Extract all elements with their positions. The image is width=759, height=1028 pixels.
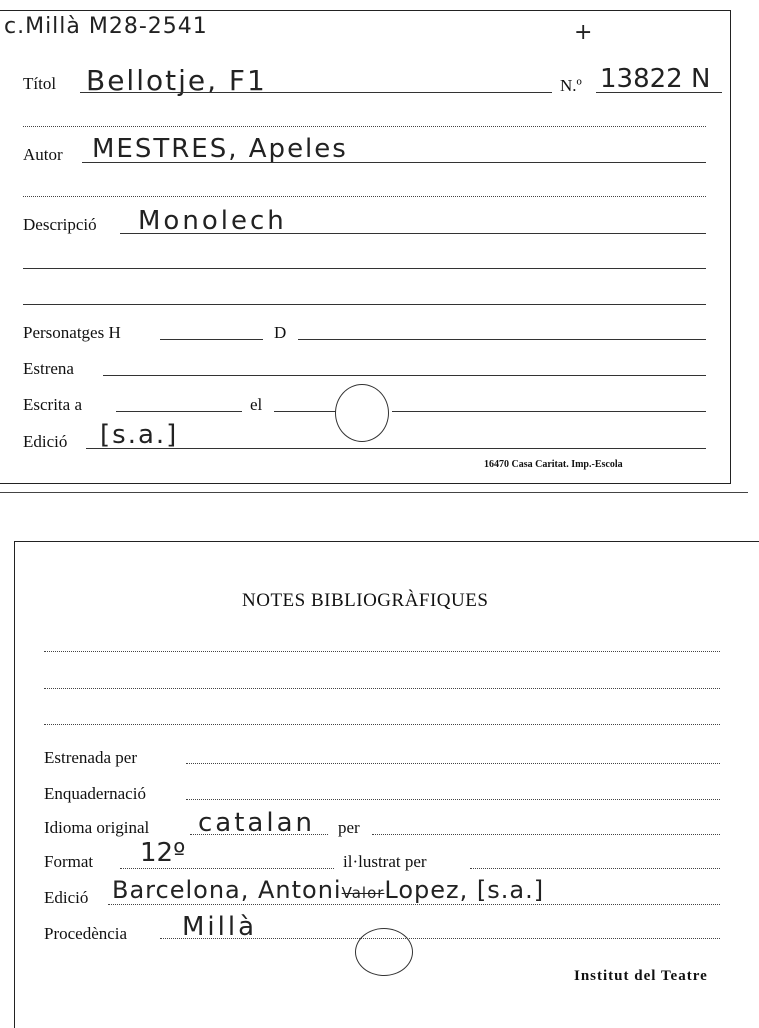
idioma-value: catalan: [198, 808, 315, 838]
el-label: el: [250, 395, 263, 414]
descripcio-value: Monolech: [138, 206, 287, 236]
autor-line: [82, 162, 706, 163]
back-edicio-label: Edició: [44, 888, 89, 907]
punch-hole-front: [335, 384, 389, 442]
idioma-per-line: [372, 834, 720, 835]
estrenada-label: Estrenada per: [44, 748, 137, 767]
format-line: [120, 868, 334, 869]
el-line-right: [392, 411, 706, 412]
descripcio-line-2: [23, 268, 706, 269]
back-edicio-value: [112, 876, 544, 904]
punch-hole-back: [355, 928, 413, 976]
format-value: 12º: [140, 838, 186, 868]
format-label: Format: [44, 852, 94, 871]
institution-label: Institut del Teatre: [574, 968, 708, 984]
notes-line-1: [44, 651, 720, 652]
procedencia-line: [160, 938, 720, 939]
estrena-line: [103, 375, 706, 376]
autor-extra-line: [23, 196, 706, 197]
idioma-per-label: per: [338, 818, 360, 837]
numero-label: N.º: [560, 76, 582, 95]
edicio-part2: Lopez, [s.a.]: [384, 876, 545, 904]
estrena-label: Estrena: [23, 359, 74, 378]
enquadernacio-line: [186, 799, 720, 800]
titol-line: [80, 92, 552, 93]
autor-value: MESTRES, Apeles: [92, 134, 348, 164]
titol-extra-line: [23, 126, 706, 127]
edicio-line: [86, 448, 706, 449]
personatges-d-line: [298, 339, 706, 340]
procedencia-value: Millà: [182, 912, 258, 942]
escrita-label: Escrita a: [23, 395, 82, 414]
edicio-part1: Barcelona, Antoni: [112, 876, 342, 904]
edicio-value: [s.a.]: [100, 420, 179, 450]
titol-value: Bellotje, F1: [86, 64, 267, 97]
numero-value: 13822 N: [600, 64, 711, 94]
edicio-struck: Valor: [341, 884, 385, 902]
enquadernacio-label: Enquadernació: [44, 784, 146, 803]
procedencia-label: Procedència: [44, 924, 128, 943]
card-separator: [0, 492, 748, 493]
notes-heading: NOTES BIBLIOGRÀFIQUES: [242, 590, 489, 611]
descripcio-line: [120, 233, 706, 234]
top-annotation: c.Millà M28-2541: [4, 14, 208, 39]
illustrat-line: [470, 868, 720, 869]
personatges-h-line: [160, 339, 263, 340]
notes-line-2: [44, 688, 720, 689]
autor-label: Autor: [23, 145, 63, 164]
personatges-label: Personatges H: [23, 323, 121, 342]
numero-line: [596, 92, 722, 93]
descripcio-line-3: [23, 304, 706, 305]
notes-line-3: [44, 724, 720, 725]
edicio-label: Edició: [23, 432, 68, 451]
illustrat-label: il·lustrat per: [343, 852, 427, 871]
el-line-left: [274, 411, 336, 412]
titol-label: Títol: [23, 74, 57, 93]
plus-mark: +: [574, 20, 593, 45]
back-edicio-line: [108, 904, 720, 905]
idioma-label: Idioma original: [44, 818, 150, 837]
descripcio-label: Descripció: [23, 215, 97, 234]
idioma-line: [190, 834, 328, 835]
estrenada-line: [186, 763, 720, 764]
printer-note: 16470 Casa Caritat. Imp.-Escola: [484, 459, 623, 470]
d-label: D: [274, 323, 287, 342]
escrita-line: [116, 411, 242, 412]
